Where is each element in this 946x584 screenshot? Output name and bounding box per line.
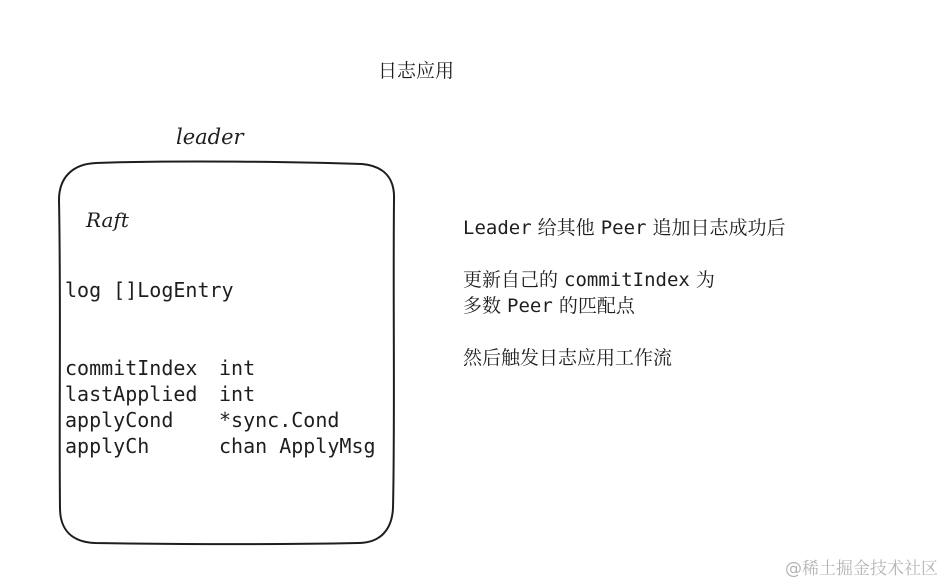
watermark: @稀土掘金技术社区: [785, 559, 938, 579]
description-text: 给其他: [531, 217, 601, 239]
diagram-title: 日志应用: [378, 60, 455, 82]
peer-term: Peer: [600, 217, 647, 239]
description-text: 的匹配点: [552, 295, 635, 317]
field-row: [65, 433, 376, 459]
field-row: [65, 381, 256, 407]
module-name: Raft: [86, 208, 129, 232]
field-type: *sync.Cond: [219, 408, 340, 432]
description-text: 为: [689, 269, 715, 291]
field-name: commitIndex: [65, 356, 198, 380]
description-text: 多数: [463, 295, 508, 317]
log-field: log []LogEntry: [65, 278, 234, 302]
description-text: 追加日志成功后: [646, 217, 786, 239]
commit-index-term: commitIndex: [564, 269, 690, 291]
field-name: lastApplied: [65, 382, 198, 406]
description-line: [463, 267, 715, 293]
field-name: applyCh: [65, 434, 150, 458]
description-line: [463, 293, 635, 319]
field-row: [65, 407, 340, 433]
description-line: 然后触发日志应用工作流: [463, 347, 673, 369]
leader-term: Leader: [463, 217, 532, 239]
peer-term: Peer: [507, 295, 553, 317]
field-type: int: [219, 356, 256, 380]
field-type: chan ApplyMsg: [219, 434, 376, 458]
field-type: int: [219, 382, 256, 406]
field-name: applyCond: [65, 408, 174, 432]
field-row: [65, 355, 256, 381]
node-label: leader: [176, 125, 244, 149]
description-text: 更新自己的: [463, 269, 565, 291]
description-line: [463, 215, 786, 241]
